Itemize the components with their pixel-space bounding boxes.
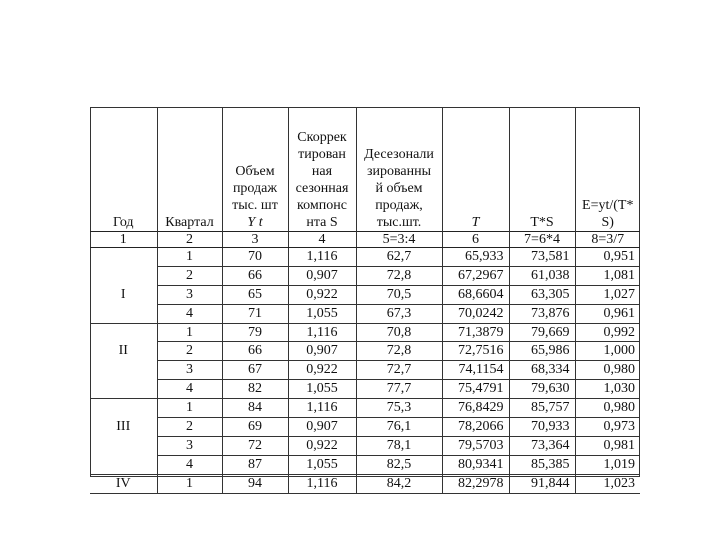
table-row (90, 418, 640, 437)
cell-volume: 71 (222, 304, 288, 323)
cell-deseasonalized: 72,8 (356, 342, 442, 361)
table-row (90, 323, 640, 342)
cell-seasonal: 1,116 (288, 323, 356, 342)
cell-ts: 68,334 (509, 361, 575, 380)
cell-ts: 91,844 (509, 474, 575, 493)
table-row (90, 474, 640, 493)
header-row (90, 107, 640, 232)
table-row (90, 399, 640, 418)
cell-volume: 65 (222, 285, 288, 304)
col-number: 4 (288, 232, 356, 248)
table-row (90, 248, 640, 267)
table-row (90, 436, 640, 455)
cell-volume: 87 (222, 455, 288, 474)
cell-ts: 65,986 (509, 342, 575, 361)
cell-quarter: 2 (157, 266, 222, 285)
col-number: 3 (222, 232, 288, 248)
cell-quarter: 4 (157, 304, 222, 323)
cell-volume: 94 (222, 474, 288, 493)
col-number: 1 (90, 232, 157, 248)
cell-year: II (118, 343, 128, 359)
cell-volume: 72 (222, 436, 288, 455)
cell-trend: 70,0242 (442, 304, 509, 323)
cell-deseasonalized: 77,7 (356, 380, 442, 399)
col-header-error: E=yt/(T* S) (575, 107, 640, 232)
cell-seasonal: 0,922 (288, 436, 356, 455)
cell-year (90, 455, 157, 474)
cell-deseasonalized: 82,5 (356, 455, 442, 474)
cell-error: 1,019 (575, 455, 640, 474)
cell-trend: 71,3879 (442, 323, 509, 342)
cell-quarter: 2 (157, 342, 222, 361)
cell-deseasonalized: 84,2 (356, 474, 442, 493)
cell-year (90, 436, 157, 455)
cell-quarter: 3 (157, 361, 222, 380)
cell-error: 0,951 (575, 248, 640, 267)
col-header-seasonal: Скоррек тирован ная сезонная компонс нта S (288, 107, 356, 232)
cell-deseasonalized: 78,1 (356, 436, 442, 455)
cell-quarter: 2 (157, 418, 222, 437)
cell-deseasonalized: 72,8 (356, 266, 442, 285)
table-row (90, 380, 640, 399)
cell-ts: 85,757 (509, 399, 575, 418)
cell-seasonal: 0,907 (288, 342, 356, 361)
cell-seasonal: 0,907 (288, 266, 356, 285)
cell-trend: 79,5703 (442, 436, 509, 455)
cell-error: 0,992 (575, 323, 640, 342)
cell-volume: 66 (222, 342, 288, 361)
cell-year (90, 399, 157, 418)
cell-trend: 82,2978 (442, 474, 509, 493)
cell-error: 1,030 (575, 380, 640, 399)
cell-trend: 80,9341 (442, 455, 509, 474)
col-header-deseasonalized: Десезонали зированны й объем продаж, тыс.шт. (356, 107, 442, 232)
table-row (90, 266, 640, 285)
cell-quarter: 3 (157, 285, 222, 304)
table-row (90, 455, 640, 474)
cell-ts: 73,876 (509, 304, 575, 323)
table-row (90, 361, 640, 380)
col-header-ts: T*S (509, 107, 575, 232)
cell-deseasonalized: 76,1 (356, 418, 442, 437)
cell-quarter: 1 (157, 399, 222, 418)
cell-quarter: 3 (157, 436, 222, 455)
cell-year (90, 266, 157, 285)
cell-ts: 61,038 (509, 266, 575, 285)
cell-volume: 66 (222, 266, 288, 285)
cell-ts: 73,581 (509, 248, 575, 267)
col-number: 6 (442, 232, 509, 248)
cell-year (90, 304, 157, 323)
cell-volume: 82 (222, 380, 288, 399)
col-header-trend: T (442, 107, 509, 232)
col-header-volume: Объем продаж тыс. шт Y t (222, 107, 288, 232)
cell-seasonal: 1,116 (288, 399, 356, 418)
cell-error: 0,981 (575, 436, 640, 455)
cell-trend: 76,8429 (442, 399, 509, 418)
col-header-year: Год (112, 215, 134, 230)
cell-quarter: 4 (157, 380, 222, 399)
table-row (90, 304, 640, 323)
cell-deseasonalized: 70,5 (356, 285, 442, 304)
cell-volume: 70 (222, 248, 288, 267)
cell-seasonal: 1,116 (288, 474, 356, 493)
cell-seasonal: 1,055 (288, 455, 356, 474)
column-number-row (90, 232, 640, 248)
cell-seasonal: 1,116 (288, 248, 356, 267)
cell-error: 0,980 (575, 361, 640, 380)
cell-deseasonalized: 70,8 (356, 323, 442, 342)
cell-quarter: 4 (157, 455, 222, 474)
cell-error: 1,023 (575, 474, 640, 493)
cell-error: 1,081 (575, 266, 640, 285)
cell-trend: 65,933 (442, 248, 509, 267)
cell-seasonal: 1,055 (288, 304, 356, 323)
cell-ts: 63,305 (509, 285, 575, 304)
cell-seasonal: 1,055 (288, 380, 356, 399)
seasonal-decomposition-table (90, 107, 640, 494)
cell-year: IV (90, 474, 157, 493)
cell-ts: 79,669 (509, 323, 575, 342)
cell-volume: 79 (222, 323, 288, 342)
col-number: 2 (157, 232, 222, 248)
cell-trend: 68,6604 (442, 285, 509, 304)
table-row (90, 285, 640, 304)
cell-year: I (120, 286, 126, 302)
cell-deseasonalized: 75,3 (356, 399, 442, 418)
col-header-quarter: Квартал (157, 107, 222, 232)
cell-year (90, 248, 157, 267)
cell-error: 1,000 (575, 342, 640, 361)
cell-error: 0,961 (575, 304, 640, 323)
cell-quarter: 1 (157, 474, 222, 493)
cell-seasonal: 0,907 (288, 418, 356, 437)
cell-quarter: 1 (157, 248, 222, 267)
cell-trend: 78,2066 (442, 418, 509, 437)
cell-deseasonalized: 62,7 (356, 248, 442, 267)
cell-ts: 70,933 (509, 418, 575, 437)
col-number: 5=3:4 (356, 232, 442, 248)
cell-error: 0,973 (575, 418, 640, 437)
cell-year: III (116, 418, 131, 434)
cell-quarter: 1 (157, 323, 222, 342)
cell-trend: 72,7516 (442, 342, 509, 361)
cell-ts: 79,630 (509, 380, 575, 399)
col-number: 7=6*4 (509, 232, 575, 248)
cell-deseasonalized: 67,3 (356, 304, 442, 323)
cell-ts: 73,364 (509, 436, 575, 455)
cell-trend: 67,2967 (442, 266, 509, 285)
cell-seasonal: 0,922 (288, 361, 356, 380)
cell-volume: 69 (222, 418, 288, 437)
table-row (90, 342, 640, 361)
cell-year (90, 323, 157, 342)
cell-volume: 67 (222, 361, 288, 380)
cell-volume: 84 (222, 399, 288, 418)
cell-seasonal: 0,922 (288, 285, 356, 304)
cell-year (90, 380, 157, 399)
cell-deseasonalized: 72,7 (356, 361, 442, 380)
cell-ts: 85,385 (509, 455, 575, 474)
cell-error: 1,027 (575, 285, 640, 304)
cell-trend: 75,4791 (442, 380, 509, 399)
cell-year (90, 361, 157, 380)
cell-trend: 74,1154 (442, 361, 509, 380)
cell-error: 0,980 (575, 399, 640, 418)
col-number: 8=3/7 (575, 232, 640, 248)
